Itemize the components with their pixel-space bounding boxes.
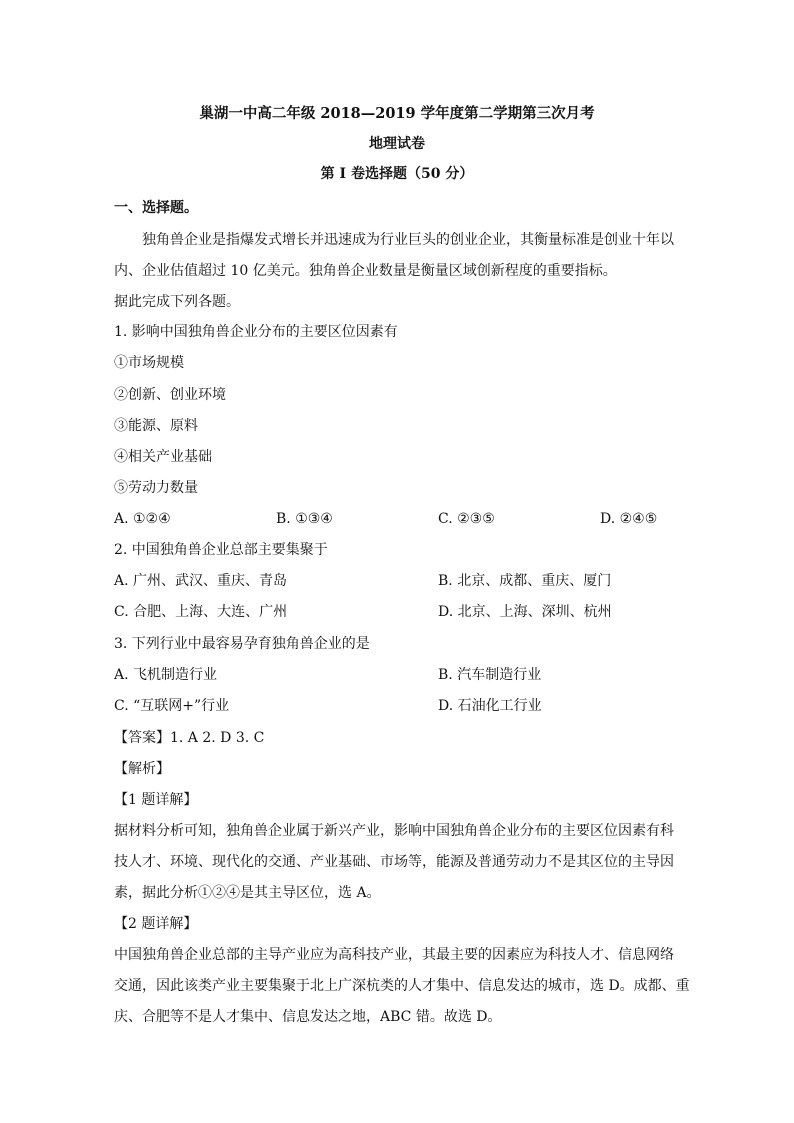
question-3-option-c: C. “互联网+”行业 <box>114 698 230 714</box>
question-1-item: ①市场规模 <box>114 355 184 371</box>
question-1-item: ③能源、原料 <box>114 418 198 434</box>
analysis-q1-heading: 【1 题详解】 <box>114 792 198 808</box>
question-1-stem: 1. 影响中国独角兽企业分布的主要区位因素有 <box>114 324 398 340</box>
question-3-option-a: A. 飞机制造行业 <box>114 667 218 683</box>
analysis-heading: 【解析】 <box>114 761 170 777</box>
passage-line-2: 内、企业估值超过 10 亿美元。独角兽企业数量是衡量区域创新程度的重要指标。 <box>114 263 617 279</box>
question-1-item: ②创新、创业环境 <box>114 387 226 403</box>
subject-title: 地理试卷 <box>369 136 425 152</box>
answer-line: 【答案】1. A 2. D 3. C <box>114 730 265 746</box>
section-title: 第 I 卷选择题（50 分） <box>320 166 474 182</box>
question-1-option-b: B. ①③④ <box>276 511 333 527</box>
question-3-stem: 3. 下列行业中最容易孕育独角兽企业的是 <box>114 636 370 652</box>
question-2-option-a: A. 广州、武汉、重庆、青岛 <box>114 573 288 589</box>
question-1-option-d: D. ②④⑤ <box>600 511 658 527</box>
question-1-option-a: A. ①②④ <box>114 511 171 527</box>
analysis-q2-line: 交通，因此该类产业主要集聚于北上广深杭类的人才集中、信息发达的城市，选 D。成都、重 <box>114 978 690 994</box>
question-2-option-b: B. 北京、成都、重庆、厦门 <box>438 573 612 589</box>
analysis-q2-line: 庆、合肥等不是人才集中、信息发达之地，ABC 错。故选 D。 <box>114 1009 502 1025</box>
question-1-item: ⑤劳动力数量 <box>114 480 198 496</box>
question-2-option-d: D. 北京、上海、深圳、杭州 <box>438 604 612 620</box>
question-3-option-d: D. 石油化工行业 <box>438 698 542 714</box>
instruction: 据此完成下列各题。 <box>114 294 240 310</box>
question-2-stem: 2. 中国独角兽企业总部主要集聚于 <box>114 542 328 558</box>
analysis-q1-line: 技人才、环境、现代化的交通、产业基础、市场等，能源及普通劳动力不是其区位的主导因 <box>114 854 674 870</box>
exam-title: 巢湖一中高二年级 2018—2019 学年度第二学期第三次月考 <box>199 105 595 122</box>
analysis-q1-line: 据材料分析可知，独角兽企业属于新兴产业，影响中国独角兽企业分布的主要区位因素有科 <box>114 823 674 839</box>
passage-line-1: 独角兽企业是指爆发式增长并迅速成为行业巨头的创业企业，其衡量标准是创业十年以 <box>142 232 674 248</box>
analysis-q2-line: 中国独角兽企业总部的主导产业应为高科技产业，其最主要的因素应为科技人才、信息网络 <box>114 947 674 963</box>
question-3-option-b: B. 汽车制造行业 <box>438 667 542 683</box>
question-2-option-c: C. 合肥、上海、大连、广州 <box>114 604 288 620</box>
analysis-q1-line: 素，据此分析①②④是其主导区位，选 A。 <box>114 885 381 901</box>
part-heading: 一、选择题。 <box>114 200 198 216</box>
question-1-option-c: C. ②③⑤ <box>438 511 495 527</box>
question-1-item: ④相关产业基础 <box>114 449 212 465</box>
analysis-q2-heading: 【2 题详解】 <box>114 916 198 932</box>
